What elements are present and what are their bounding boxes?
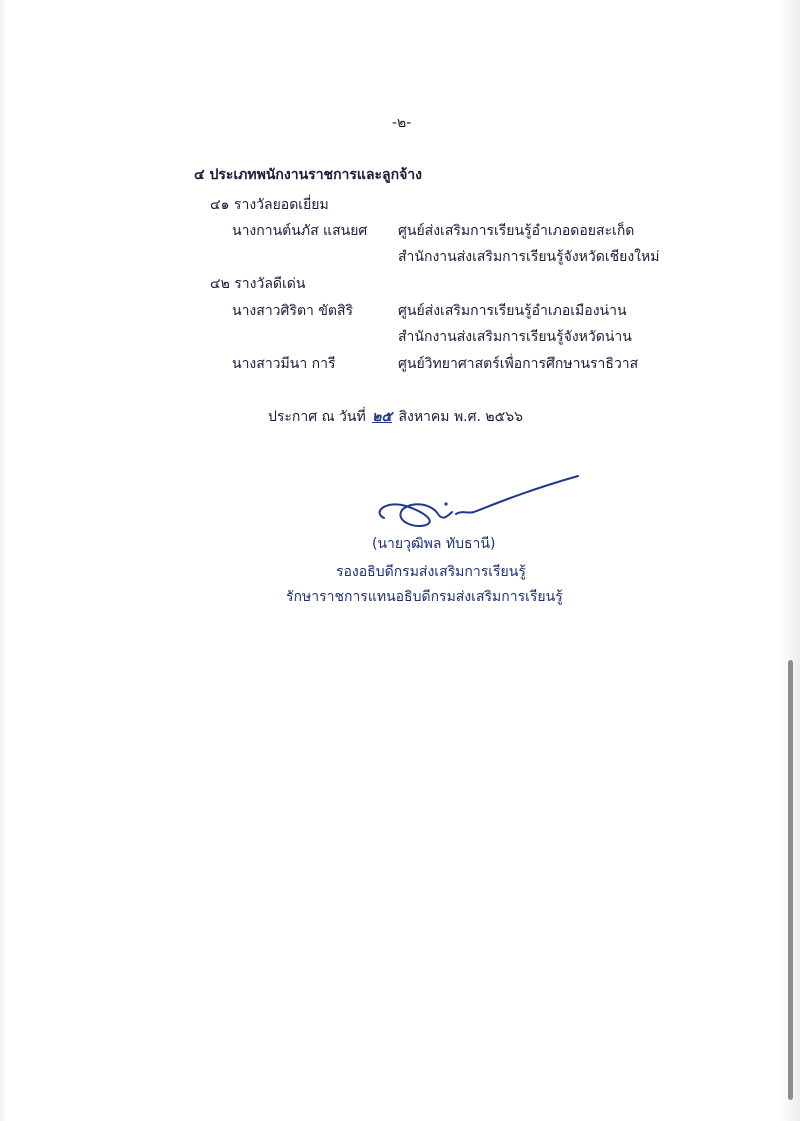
signatory-acting-position: รักษาราชการแทนอธิบดีกรมส่งเสริมการเรียนรู้ [286,589,563,605]
awardee-org-line: สำนักงานส่งเสริมการเรียนรู้จังหวัดเชียงใหม่ [398,249,660,265]
awardee-org-line: ศูนย์ส่งเสริมการเรียนรู้อำเภอเมืองน่าน [398,303,627,319]
subsection-label-1: ๔๑ รางวัลยอดเยี่ยม [210,197,329,213]
signatory-position: รองอธิบดีกรมส่งเสริมการเรียนรู้ [336,564,526,580]
awardee-org-line: ศูนย์วิทยาศาสตร์เพื่อการศึกษานราธิวาส [398,356,639,372]
subsection-label-2: ๔๒ รางวัลดีเด่น [210,276,306,292]
awardee-name: นางกานต์นภัส แสนยศ [232,223,368,239]
awardee-org-line: ศูนย์ส่งเสริมการเรียนรู้อำเภอดอยสะเก็ด [398,223,635,239]
announcement-day: ๒๕ [372,409,392,425]
announcement-month-year: สิงหาคม พ.ศ. ๒๕๖๖ [398,409,524,425]
section-heading: ๔ ประเภทพนักงานราชการและลูกจ้าง [194,167,422,183]
awardee-name: นางสาวศิริตา ขัตสิริ [232,303,354,319]
announcement-prefix: ประกาศ ณ วันที่ [268,409,366,425]
awardee-name: นางสาวมีนา การี [232,356,336,372]
vertical-scrollbar[interactable] [788,660,793,1100]
handwritten-signature [372,470,582,534]
announcement-date-line [268,408,523,426]
page-number: -๒- [392,115,412,131]
awardee-org-line: สำนักงานส่งเสริมการเรียนรู้จังหวัดน่าน [398,329,632,345]
signatory-name: (นายวุฒิพล ทับธานี) [372,536,496,552]
